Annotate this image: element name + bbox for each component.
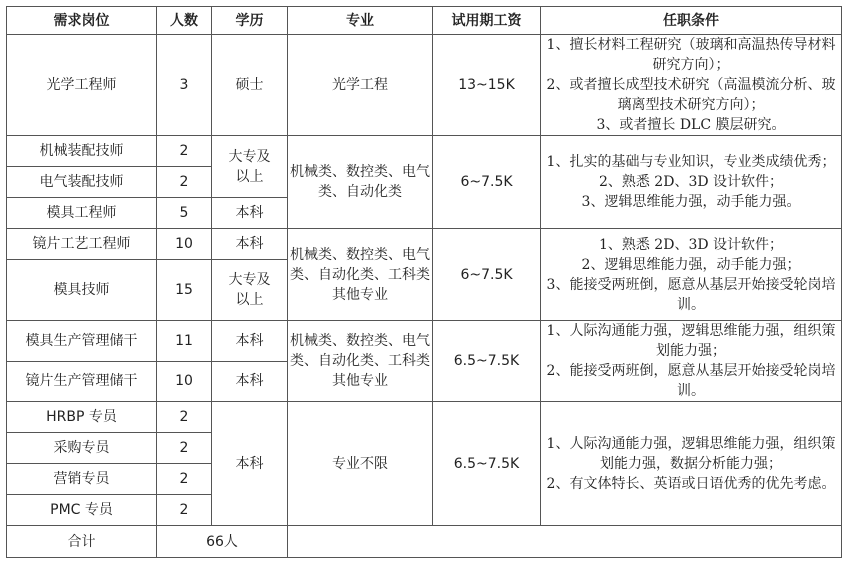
requirement-line: 2、或者擅长成型技术研究（高温模流分析、玻璃离型技术研究方向）； bbox=[546, 77, 836, 113]
education-cell: 本科 bbox=[212, 198, 288, 229]
count-cell: 3 bbox=[157, 35, 212, 136]
requirement-line: 1、人际沟通能力强，逻辑思维能力强，组织策划能力强； bbox=[546, 323, 836, 359]
requirement-line: 2、熟悉 2D、3D 设计软件； bbox=[598, 174, 784, 190]
count-cell: 10 bbox=[157, 361, 212, 402]
count-cell: 2 bbox=[157, 167, 212, 198]
header-education: 学历 bbox=[212, 7, 288, 35]
education-cell: 本科 bbox=[212, 229, 288, 260]
requirements-cell bbox=[541, 402, 842, 526]
requirement-line: 3、能接受两班倒，愿意从基层开始接受轮岗培训。 bbox=[546, 276, 836, 313]
education-cell: 硕士 bbox=[212, 35, 288, 136]
requirement-line: 1、人际沟通能力强，逻辑思维能力强，组织策划能力强，数据分析能力强； bbox=[546, 435, 836, 472]
requirements-cell bbox=[541, 229, 842, 321]
education-cell: 本科 bbox=[212, 321, 288, 362]
requirement-line: 2、能接受两班倒，愿意从基层开始接受轮岗培训。 bbox=[546, 363, 836, 399]
header-salary: 试用期工资 bbox=[433, 7, 541, 35]
total-label: 合计 bbox=[7, 526, 157, 558]
count-cell: 15 bbox=[157, 260, 212, 321]
requirements-cell bbox=[541, 321, 842, 402]
position-cell: 采购专员 bbox=[7, 433, 157, 464]
position-cell: 镜片生产管理储干 bbox=[7, 361, 157, 402]
education-cell: 本科 bbox=[212, 361, 288, 402]
requirement-line: 2、逻辑思维能力强，动手能力强； bbox=[581, 256, 801, 273]
salary-cell: 6~7.5K bbox=[433, 136, 541, 229]
count-cell: 11 bbox=[157, 321, 212, 362]
header-count: 人数 bbox=[157, 7, 212, 35]
major-cell: 机械类、数控类、电气类、自动化类、工科类其他专业 bbox=[288, 229, 433, 321]
position-cell: 光学工程师 bbox=[7, 35, 157, 136]
table-row bbox=[7, 35, 842, 136]
position-cell: 模具技师 bbox=[7, 260, 157, 321]
header-requirements: 任职条件 bbox=[541, 7, 842, 35]
table-row bbox=[7, 136, 842, 167]
table-row bbox=[7, 321, 842, 362]
major-cell: 专业不限 bbox=[288, 402, 433, 526]
education-cell: 大专及以上 bbox=[212, 136, 288, 198]
position-cell: 营销专员 bbox=[7, 464, 157, 495]
count-cell: 2 bbox=[157, 433, 212, 464]
requirements-cell bbox=[541, 35, 842, 136]
count-cell: 5 bbox=[157, 198, 212, 229]
salary-cell: 6.5~7.5K bbox=[433, 321, 541, 402]
header-major: 专业 bbox=[288, 7, 433, 35]
position-cell: 模具工程师 bbox=[7, 198, 157, 229]
position-cell: HRBP 专员 bbox=[7, 402, 157, 433]
salary-cell: 13~15K bbox=[433, 35, 541, 136]
major-cell: 光学工程 bbox=[288, 35, 433, 136]
requirement-line: 1、扎实的基础与专业知识，专业类成绩优秀； bbox=[546, 154, 836, 170]
header-position: 需求岗位 bbox=[7, 7, 157, 35]
position-cell: 模具生产管理储干 bbox=[7, 321, 157, 362]
table-row bbox=[7, 402, 842, 433]
requirements-cell bbox=[541, 136, 842, 229]
education-cell: 本科 bbox=[212, 402, 288, 526]
total-value: 66人 bbox=[157, 526, 288, 558]
requirement-line: 1、熟悉 2D、3D 设计软件； bbox=[598, 236, 784, 253]
requirement-line: 1、擅长材料工程研究（玻璃和高温热传导材料研究方向）； bbox=[546, 37, 836, 73]
requirement-line: 3、或者擅长 DLC 膜层研究。 bbox=[596, 117, 786, 133]
header-row bbox=[7, 7, 842, 35]
requirement-line: 2、有文体特长、英语或日语优秀的优先考虑。 bbox=[546, 475, 836, 492]
salary-cell: 6.5~7.5K bbox=[433, 402, 541, 526]
major-cell: 机械类、数控类、电气类、自动化类 bbox=[288, 136, 433, 229]
education-cell: 大专及以上 bbox=[212, 260, 288, 321]
salary-cell: 6~7.5K bbox=[433, 229, 541, 321]
major-cell: 机械类、数控类、电气类、自动化类、工科类其他专业 bbox=[288, 321, 433, 402]
count-cell: 10 bbox=[157, 229, 212, 260]
position-cell: 电气装配技师 bbox=[7, 167, 157, 198]
table-row bbox=[7, 229, 842, 260]
total-blank bbox=[288, 526, 842, 558]
position-cell: 机械装配技师 bbox=[7, 136, 157, 167]
recruitment-table bbox=[6, 6, 842, 558]
position-cell: 镜片工艺工程师 bbox=[7, 229, 157, 260]
requirement-line: 3、逻辑思维能力强，动手能力强。 bbox=[581, 194, 801, 210]
position-cell: PMC 专员 bbox=[7, 495, 157, 526]
count-cell: 2 bbox=[157, 495, 212, 526]
count-cell: 2 bbox=[157, 464, 212, 495]
count-cell: 2 bbox=[157, 136, 212, 167]
count-cell: 2 bbox=[157, 402, 212, 433]
total-row bbox=[7, 526, 842, 558]
